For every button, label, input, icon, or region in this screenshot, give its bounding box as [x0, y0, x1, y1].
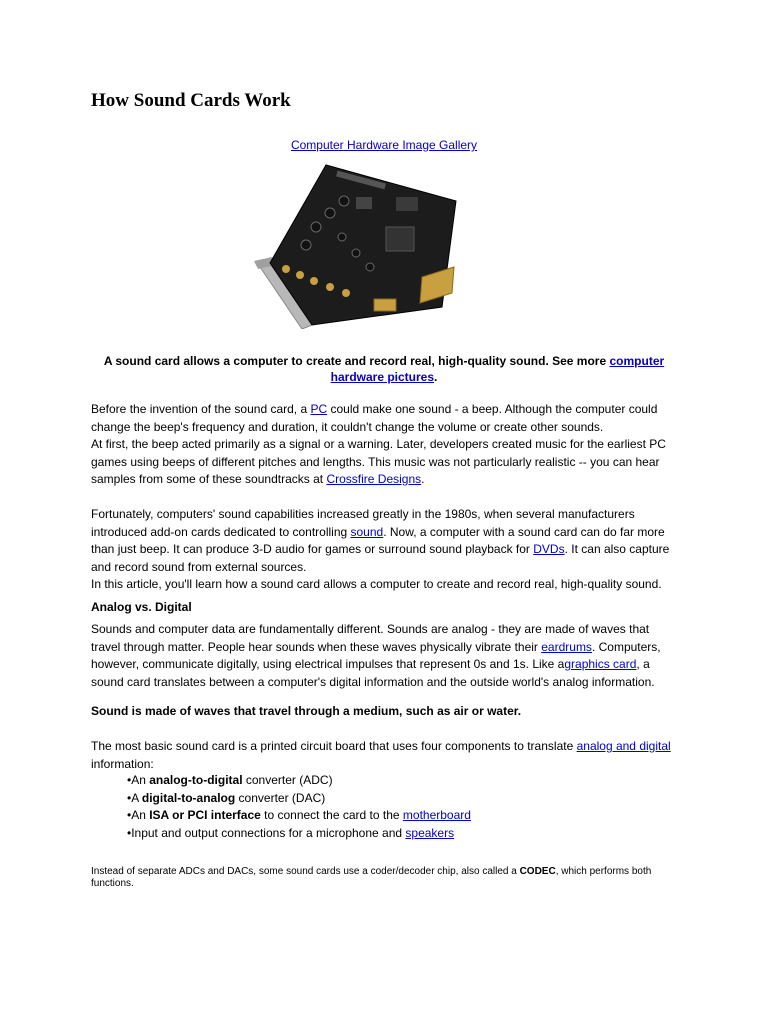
gallery-line — [0, 138, 768, 152]
hardware-pictures-link[interactable]: computer hardware pictures — [330, 354, 665, 384]
item-text: A — [131, 790, 142, 805]
intro-text: Before the invention of the sound card, a — [91, 402, 311, 416]
intro-paragraph-1 — [91, 401, 681, 489]
analog-digital-heading: Analog vs. Digital — [91, 600, 192, 614]
basic-text: The most basic sound card is a printed circuit board that uses four components to translate — [91, 739, 577, 753]
list-item — [127, 825, 471, 843]
pc-link[interactable]: PC — [310, 402, 328, 416]
analog-text: . Computers, however, communicate digitally, using electrical impulses that represent 0s and 1s. Like a — [91, 639, 661, 671]
caption-end: . — [434, 370, 438, 384]
codec-footnote — [91, 866, 681, 890]
codec-term: CODEC — [519, 866, 556, 877]
speakers-link[interactable]: speakers — [405, 825, 455, 840]
intro-text: could make one sound - a beep. Although the computer could change the beep's frequency and duration, it couldn't change the volume or create other sounds. — [91, 402, 658, 434]
intro-text: . — [421, 472, 425, 486]
item-text: converter (ADC) — [242, 773, 333, 787]
item-bold: digital-to-analog — [141, 790, 236, 805]
history-paragraph — [91, 506, 681, 594]
gallery-link[interactable]: Computer Hardware Image Gallery — [290, 138, 478, 152]
list-item — [127, 772, 471, 790]
analog-text: Sounds and computer data are fundamentally different. Sounds are analog - they are made of waves that travel through matter. People hear sounds when these waves physically vibrate their — [91, 622, 650, 654]
analog-paragraph — [91, 621, 681, 691]
history-text: Fortunately, computers' sound capabilities increased greatly in the 1980s, when several manufacturers introduced add-on cards dedicated to controlling — [91, 507, 635, 539]
caption-text: A sound card allows a computer to create and record real, high-quality sound. See more — [103, 354, 610, 368]
graphics-card-link[interactable]: graphics card — [564, 657, 637, 671]
motherboard-link[interactable]: motherboard — [402, 808, 471, 822]
list-item — [127, 790, 471, 808]
item-bold: ISA or PCI interface — [149, 808, 261, 822]
item-text: to connect the card to the — [260, 808, 403, 822]
sound-link[interactable]: sound — [350, 524, 384, 539]
waves-heading: Sound is made of waves that travel through a medium, such as air or water. — [91, 704, 522, 718]
history-text: . It can also capture and record sound from external sources. — [91, 542, 670, 574]
history-text: . Now, a computer with a sound card can do far more than just beep. It can produce 3-D audio for games or surround sound playback for — [91, 524, 665, 556]
dvds-link[interactable]: DVDs — [533, 542, 565, 556]
history-text: In this article, you'll learn how a sound card allows a computer to create and record real, high-quality sound. — [91, 577, 662, 591]
item-text: converter (DAC) — [235, 790, 326, 805]
intro-text: At first, the beep acted primarily as a signal or a warning. Later, developers created music for the earliest PC games using beeps of different pitches and lengths. This music was not particularly realistic -- you can hear samples from some of these soundtracks at — [91, 437, 666, 486]
sound-card-image — [246, 157, 468, 329]
basic-text: information: — [91, 756, 154, 771]
page-title: How Sound Cards Work — [91, 90, 291, 111]
analog-text: , a sound card translates between a computer's digital information and the outside world's analog information. — [91, 657, 655, 689]
crossfire-designs-link[interactable]: Crossfire Designs — [326, 472, 422, 486]
item-text: Input and output connections for a microphone and — [131, 825, 406, 840]
footnote-text: , which performs both functions. — [91, 866, 652, 889]
item-bold: analog-to-digital — [149, 773, 243, 787]
image-caption — [91, 353, 677, 385]
item-text: An — [131, 808, 150, 822]
item-text: An — [131, 773, 150, 787]
eardrums-link[interactable]: eardrums — [541, 639, 592, 654]
analog-and-digital-link[interactable]: analog and digital — [576, 739, 671, 753]
footnote-text: Instead of separate ADCs and DACs, some sound cards use a coder/decoder chip, also called a — [91, 866, 520, 877]
basic-paragraph — [91, 738, 681, 773]
list-item — [127, 807, 471, 825]
component-list — [127, 772, 471, 842]
